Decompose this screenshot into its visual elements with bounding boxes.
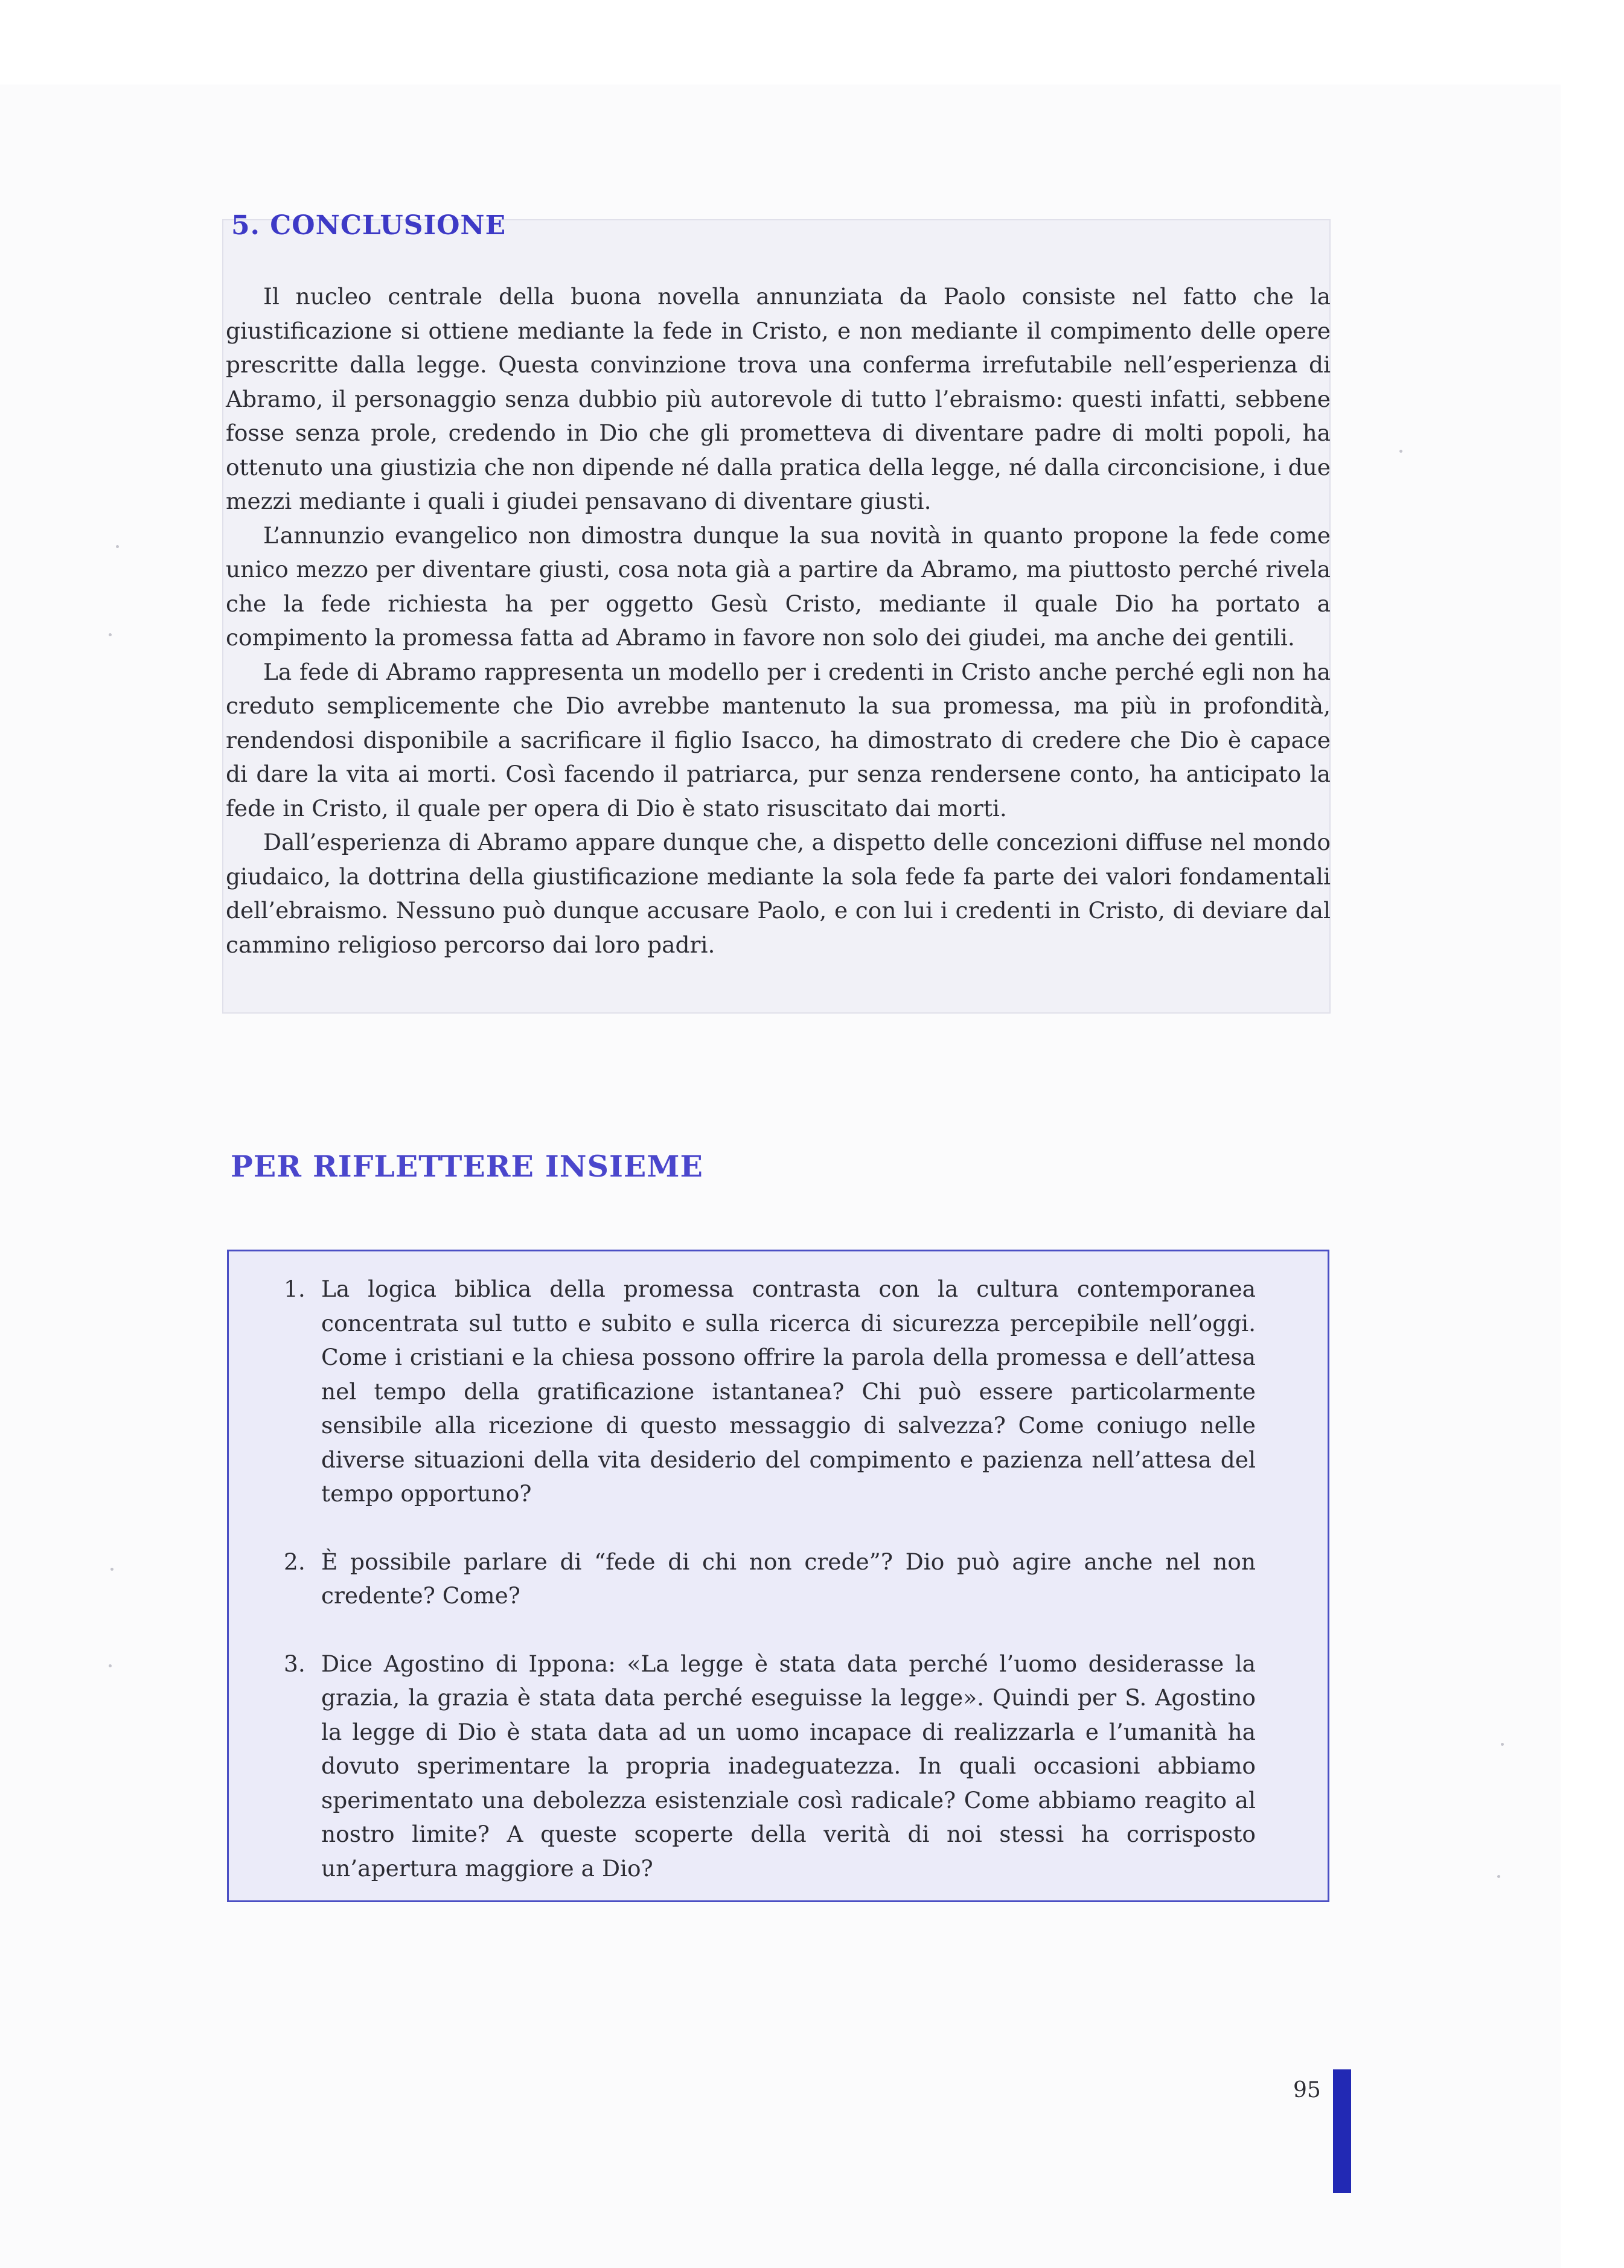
- question-text: È possibile parlare di “fede di chi non crede”? Dio può agire anche nel non credente? Come?: [321, 1548, 1256, 1609]
- question-number: 2.: [284, 1548, 305, 1575]
- questions-list: [284, 1272, 1256, 1919]
- paragraph: Il nucleo centrale della buona novella annunziata da Paolo consiste nel fatto che la giustificazione si ottiene mediante la fede in Cristo, e non mediante il compimento delle opere prescritte dalla legge. Questa convinzione trova una conferma irrefutabile nell’esperienza di Abramo, il personaggio senza dubbio più autorevole di tutto l’ebraismo: questi infatti, sebbene fosse senza prole, credendo in Dio che gli prometteva di diventare padre di molti popoli, ha ottenuto una giustizia che non dipende né dalla pratica della legge, né dalla circoncisione, i due mezzi mediante i quali i giudei pensavano di diventare giusti.: [226, 283, 1331, 514]
- scan-speck: [116, 545, 119, 548]
- scan-speck: [1399, 450, 1402, 453]
- question-text: La logica biblica della promessa contrasta con la cultura contemporanea concentrata sul tutto e subito e sulla ricerca di sicurezza percepibile nell’oggi. Come i cristiani e la chiesa possono offrire la parola della promessa e dell’attesa nel tempo della gratificazione istantanea? Chi può essere particolarmente sensibile alla ricezione di questo messaggio di salvezza? Come coniugo nelle diverse situazioni della vita desiderio del compimento e pazienza nell’attesa del tempo opportuno?: [321, 1276, 1256, 1507]
- scan-speck: [109, 1664, 112, 1667]
- paragraph: La fede di Abramo rappresenta un modello per i credenti in Cristo anche perché egli non ha creduto semplicemente che Dio avrebbe mantenuto la sua promessa, ma più in profondità, rendendosi disponibile a sacrificare il figlio Isacco, ha dimostrato di credere che Dio è capace di dare la vita ai morti. Così facendo il patriarca, pur senza rendersene conto, ha anticipato la fede in Cristo, il quale per opera di Dio è stato risuscitato dai morti.: [226, 658, 1331, 822]
- question-number: 1.: [284, 1276, 305, 1302]
- paragraph: L’annunzio evangelico non dimostra dunque la sua novità in quanto propone la fede come unico mezzo per diventare giusti, cosa nota già a partire da Abramo, ma piuttosto perché rivela che la fede richiesta ha per oggetto Gesù Cristo, mediante il quale Dio ha portato a compimento la promessa fatta ad Abramo in favore non solo dei giudei, ma anche dei gentili.: [226, 522, 1331, 651]
- reflect-title: PER RIFLETTERE INSIEME: [231, 1149, 703, 1184]
- question-item: [284, 1647, 1256, 1886]
- paragraph: Dall’esperienza di Abramo appare dunque che, a dispetto delle concezioni diffuse nel mondo giudaico, la dottrina della giustificazione mediante la sola fede fa parte dei valori fondamentali dell’ebraismo. Nessuno può dunque accusare Paolo, e con lui i credenti in Cristo, di deviare dal cammino religioso percorso dai loro padri.: [226, 829, 1331, 958]
- conclusion-body: [226, 280, 1331, 962]
- question-number: 3.: [284, 1650, 305, 1677]
- scan-speck: [1501, 1743, 1504, 1746]
- question-item: [284, 1272, 1256, 1511]
- scan-speck: [110, 1568, 113, 1571]
- scan-speck: [109, 633, 112, 636]
- section-title: 5. CONCLUSIONE: [231, 210, 507, 241]
- scan-speck: [1497, 1875, 1500, 1878]
- question-text: Dice Agostino di Ippona: «La legge è stata data perché l’uomo desiderasse la grazia, la grazia è stata data perché eseguisse la legge». Quindi per S. Agostino la legge di Dio è stata data ad un uomo incapace di realizzarla e l’umanità ha dovuto sperimentare la propria inadeguatezza. In quali occasioni abbiamo sperimentato una debolezza esistenziale così radicale? Come abbiamo reagito al nostro limite? A queste scoperte della verità di noi stessi ha corrisposto un’apertura maggiore a Dio?: [321, 1650, 1256, 1882]
- page-number: 95: [1293, 2078, 1321, 2103]
- question-item: [284, 1545, 1256, 1613]
- page-edge-bar: [1333, 2069, 1351, 2193]
